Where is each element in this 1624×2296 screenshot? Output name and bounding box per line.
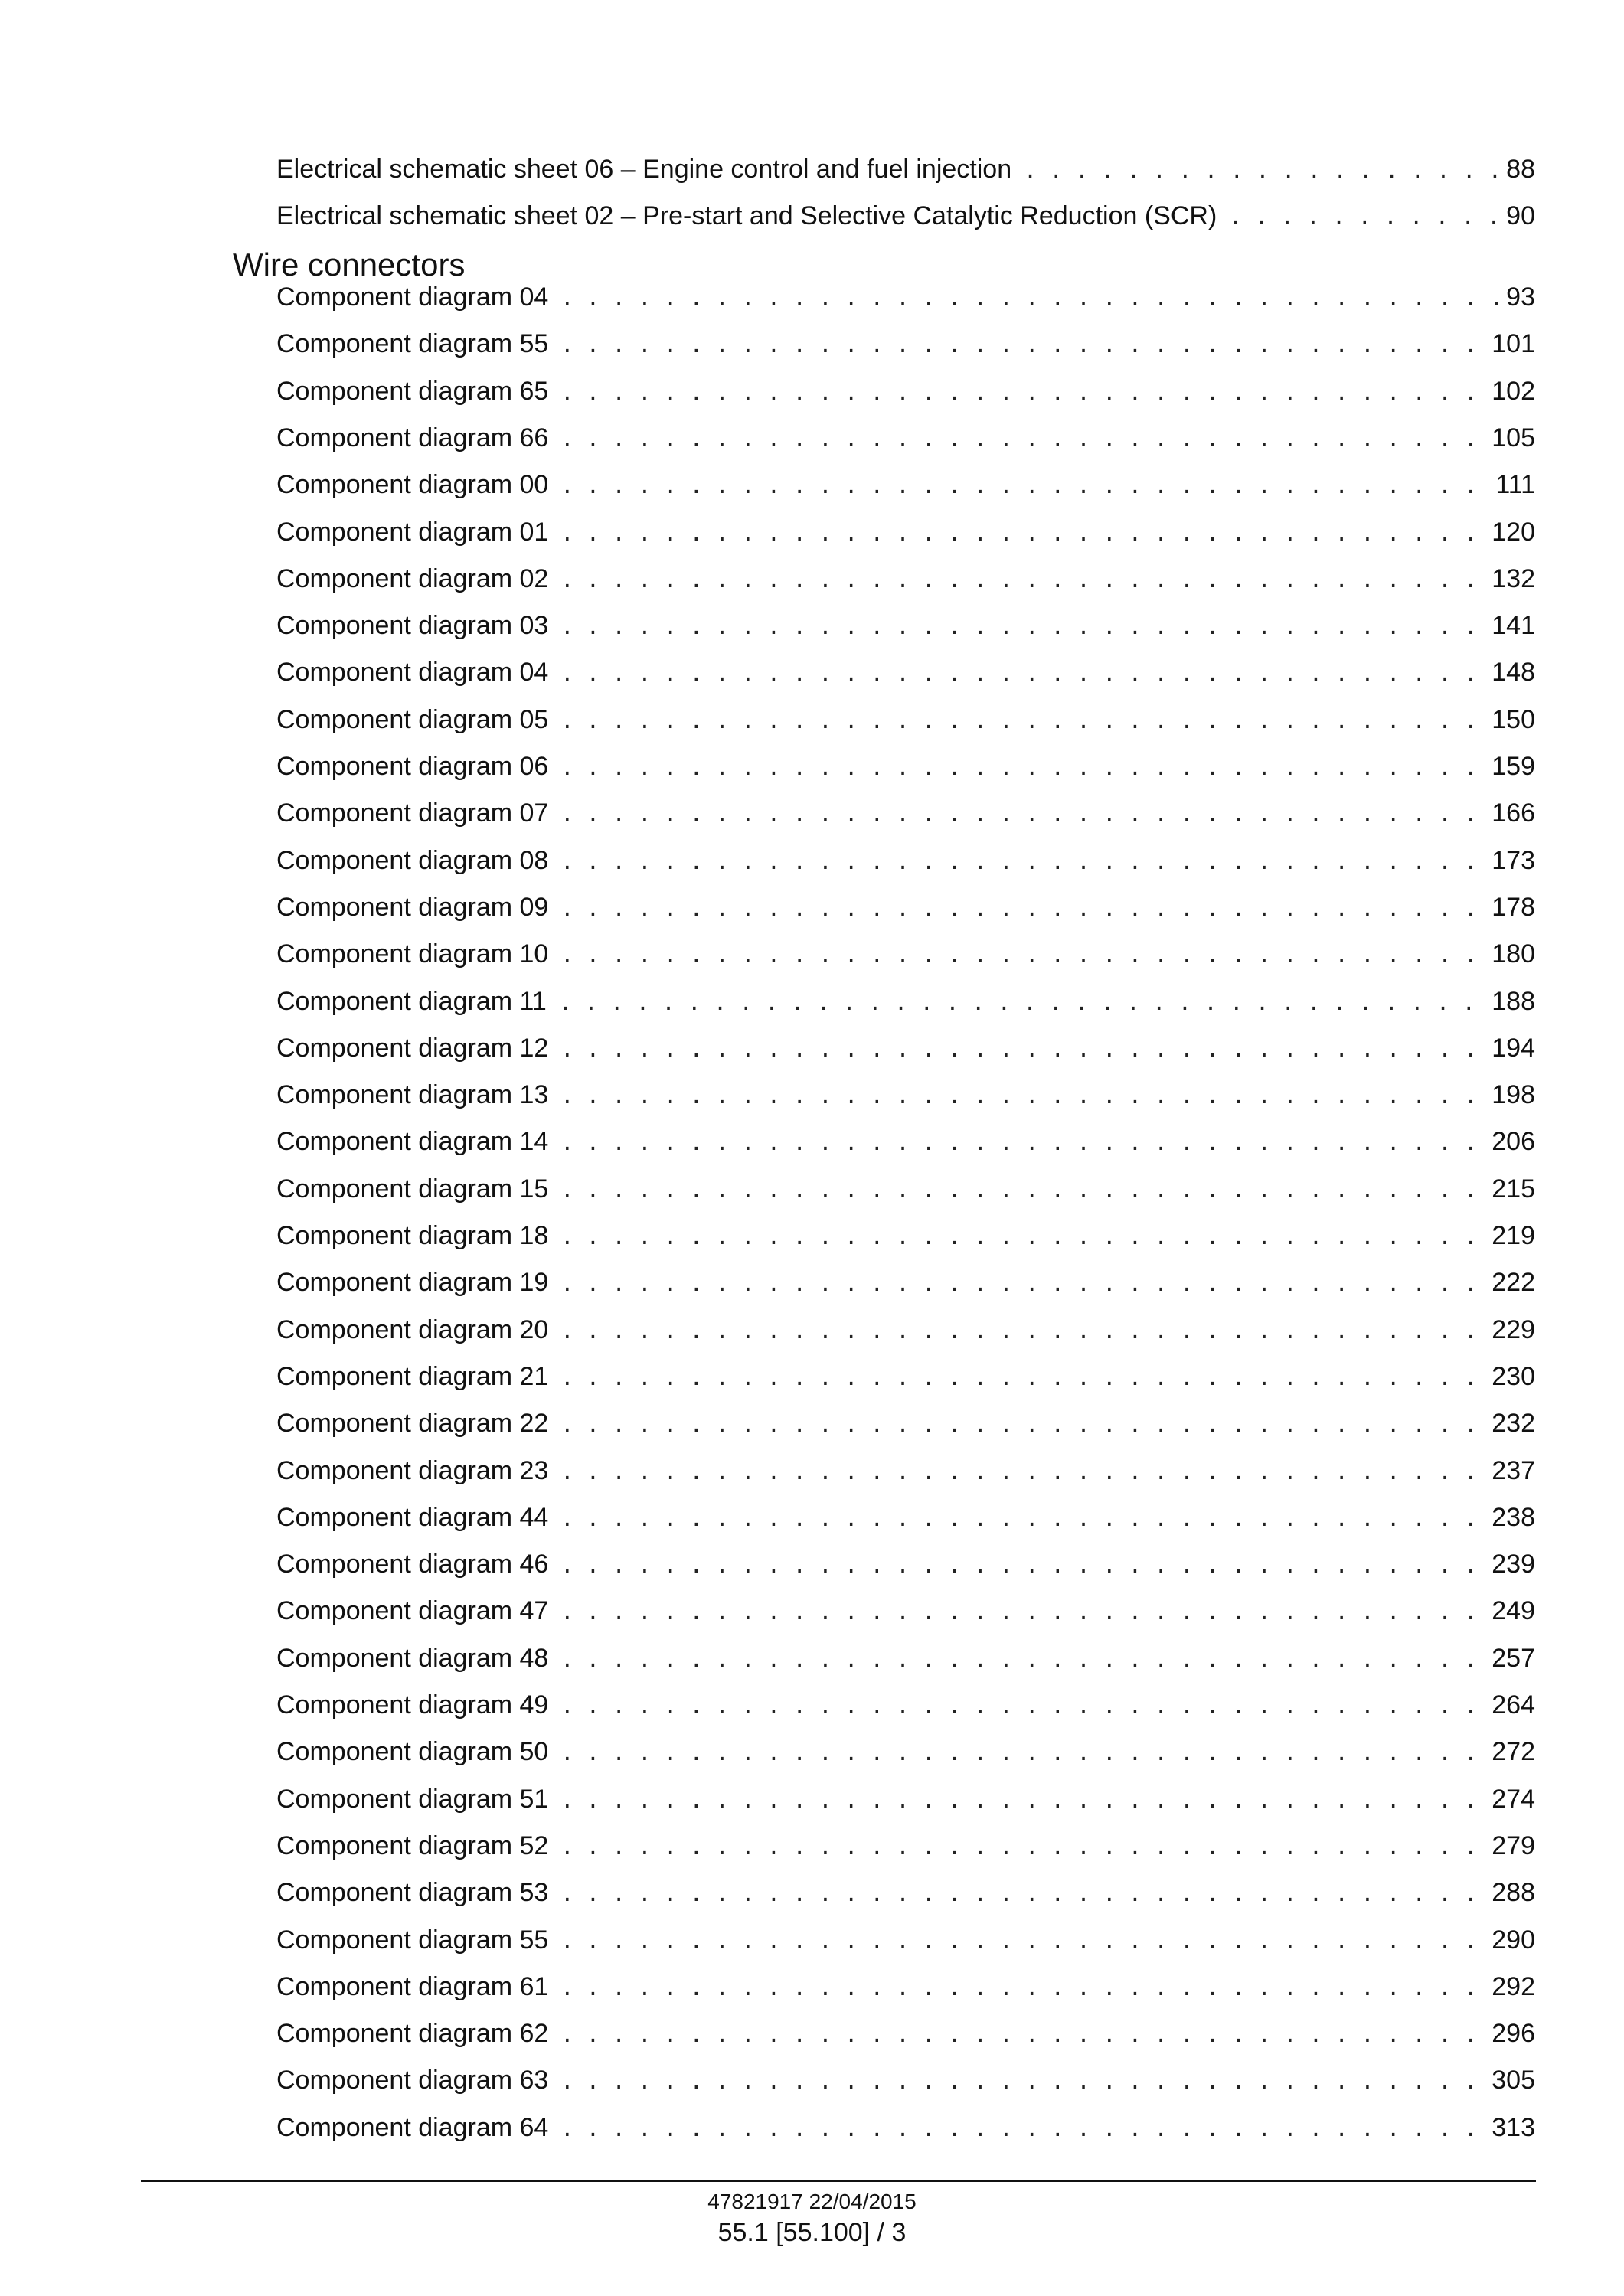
toc-entry[interactable]	[276, 888, 1535, 926]
toc-entry-label: Component diagram 20	[276, 1315, 549, 1344]
toc-entry[interactable]	[276, 150, 1535, 188]
dot-leader	[1024, 152, 1498, 190]
dot-leader	[560, 1124, 1484, 1162]
section-heading: Wire connectors	[233, 247, 466, 283]
toc-entry-page-number: 111	[1495, 470, 1535, 499]
toc-entry[interactable]	[276, 325, 1535, 363]
toc-entry[interactable]	[276, 747, 1535, 785]
toc-entry-page-number: 141	[1492, 611, 1535, 640]
toc-entry-label: Component diagram 10	[276, 939, 549, 968]
dot-leader	[560, 1546, 1484, 1585]
footer-page-reference: 55.1 [55.100] / 3	[717, 2218, 907, 2247]
toc-entry-label: Component diagram 08	[276, 846, 549, 875]
toc-entry-label: Component diagram 02	[276, 564, 549, 593]
dot-leader	[560, 561, 1484, 599]
toc-entry-label: Component diagram 15	[276, 1174, 549, 1204]
dot-leader	[560, 2062, 1484, 2101]
dot-leader	[560, 1218, 1484, 1256]
toc-entry-page-number: 264	[1492, 1690, 1535, 1720]
toc-entry-label: Electrical schematic sheet 02 – Pre-start and Selective Catalytic Reduction (SCR)	[276, 201, 1217, 230]
toc-entry-page-number: 219	[1492, 1221, 1535, 1250]
toc-entry-label: Component diagram 05	[276, 705, 549, 734]
dot-leader	[560, 702, 1484, 740]
dot-leader	[560, 1593, 1484, 1631]
toc-entry-label: Component diagram 23	[276, 1456, 549, 1485]
toc-entry-page-number: 102	[1492, 377, 1535, 406]
toc-entry[interactable]	[276, 794, 1535, 832]
toc-entry-page-number: 206	[1492, 1127, 1535, 1156]
dot-leader	[559, 984, 1484, 1022]
toc-entry-label: Component diagram 65	[276, 377, 549, 406]
toc-entry[interactable]	[276, 1639, 1535, 1677]
toc-entry[interactable]	[276, 560, 1535, 598]
toc-entry[interactable]	[276, 1780, 1535, 1818]
toc-entry-label: Component diagram 64	[276, 2113, 549, 2142]
toc-entry[interactable]	[276, 606, 1535, 645]
toc-entry-page-number: 198	[1492, 1080, 1535, 1109]
toc-entry-page-number: 188	[1492, 987, 1535, 1016]
toc-entry[interactable]	[276, 2108, 1535, 2147]
toc-entry-label: Component diagram 07	[276, 799, 549, 828]
toc-entry-page-number: 313	[1492, 2113, 1535, 2142]
toc-entry-label: Electrical schematic sheet 06 – Engine control and fuel injection	[276, 155, 1012, 184]
toc-entry-page-number: 274	[1492, 1785, 1535, 1814]
dot-leader	[560, 1875, 1484, 1913]
toc-entry[interactable]	[276, 1545, 1535, 1583]
toc-entry-label: Component diagram 00	[276, 470, 549, 499]
toc-entry-page-number: 105	[1492, 423, 1535, 452]
dot-leader	[560, 1406, 1484, 1444]
toc-entry-label: Component diagram 44	[276, 1503, 549, 1532]
footer-document-number: 47821917 22/04/2015	[707, 2190, 917, 2213]
dot-leader	[560, 374, 1484, 412]
toc-entry-label: Component diagram 04	[276, 283, 549, 312]
toc-entry[interactable]	[276, 935, 1535, 973]
toc-entry[interactable]	[276, 1921, 1535, 1959]
dot-leader	[560, 1453, 1484, 1491]
toc-entry-page-number: 292	[1492, 1972, 1535, 2001]
dot-leader	[560, 1500, 1484, 1538]
toc-entry-label: Component diagram 19	[276, 1268, 549, 1297]
toc-entry[interactable]	[276, 2061, 1535, 2099]
toc-entry[interactable]	[276, 465, 1535, 504]
dot-leader	[560, 1641, 1484, 1679]
dot-leader	[560, 655, 1484, 693]
toc-entry-page-number: 180	[1492, 939, 1535, 968]
toc-entry[interactable]	[276, 1968, 1535, 2006]
toc-entry-page-number: 159	[1492, 752, 1535, 781]
toc-entry[interactable]	[276, 1311, 1535, 1349]
toc-entry-page-number: 272	[1492, 1737, 1535, 1766]
toc-entry-label: Component diagram 46	[276, 1550, 549, 1579]
toc-entry-page-number: 257	[1492, 1644, 1535, 1673]
toc-entry-page-number: 296	[1492, 2019, 1535, 2048]
toc-entry-page-number: 173	[1492, 846, 1535, 875]
dot-leader	[560, 795, 1484, 834]
toc-entry-page-number: 279	[1492, 1831, 1535, 1860]
toc-entry-page-number: 90	[1506, 201, 1535, 230]
toc-entry-page-number: 249	[1492, 1596, 1535, 1625]
toc-entry[interactable]	[276, 982, 1535, 1021]
toc-entry-label: Component diagram 51	[276, 1785, 549, 1814]
toc-entry[interactable]	[276, 1076, 1535, 1114]
dot-leader	[560, 936, 1484, 975]
dot-leader	[560, 1312, 1484, 1350]
toc-entry-page-number: 150	[1492, 705, 1535, 734]
toc-entry-label: Component diagram 18	[276, 1221, 549, 1250]
toc-entry[interactable]	[276, 1404, 1535, 1442]
toc-entry[interactable]	[276, 1357, 1535, 1396]
toc-entry-page-number: 166	[1492, 799, 1535, 828]
toc-entry-page-number: 230	[1492, 1362, 1535, 1391]
dot-leader	[560, 1030, 1484, 1069]
dot-leader	[560, 2016, 1484, 2054]
toc-entry-label: Component diagram 13	[276, 1080, 549, 1109]
toc-entry[interactable]	[276, 1217, 1535, 1255]
toc-entry-label: Component diagram 21	[276, 1362, 549, 1391]
toc-entry[interactable]	[276, 1827, 1535, 1865]
dot-leader	[560, 890, 1484, 928]
toc-entry[interactable]	[276, 1452, 1535, 1490]
toc-entry-label: Component diagram 52	[276, 1831, 549, 1860]
toc-entry[interactable]	[276, 1170, 1535, 1208]
toc-entry-page-number: 288	[1492, 1878, 1535, 1907]
toc-entry-page-number: 132	[1492, 564, 1535, 593]
dot-leader	[1229, 198, 1498, 237]
toc-entry[interactable]	[276, 197, 1535, 235]
toc-entry-label: Component diagram 12	[276, 1034, 549, 1063]
toc-entry-page-number: 229	[1492, 1315, 1535, 1344]
toc-entry-label: Component diagram 62	[276, 2019, 549, 2048]
toc-entry-page-number: 148	[1492, 658, 1535, 687]
toc-entry[interactable]	[276, 701, 1535, 739]
dot-leader	[560, 608, 1484, 646]
dot-leader	[560, 1359, 1484, 1397]
toc-entry-label: Component diagram 53	[276, 1878, 549, 1907]
dot-leader	[560, 514, 1484, 553]
toc-entry-page-number: 88	[1506, 155, 1535, 184]
dot-leader	[560, 749, 1484, 787]
toc-entry-page-number: 222	[1492, 1268, 1535, 1297]
dot-leader	[560, 1734, 1484, 1772]
toc-entry-page-number: 178	[1492, 893, 1535, 922]
dot-leader	[560, 1828, 1484, 1867]
toc-entry-page-number: 232	[1492, 1409, 1535, 1438]
toc-entry-label: Component diagram 55	[276, 329, 549, 358]
toc-entry[interactable]	[276, 1873, 1535, 1912]
toc-entry[interactable]	[276, 1733, 1535, 1771]
toc-entry[interactable]	[276, 841, 1535, 880]
toc-entry[interactable]	[276, 278, 1535, 316]
toc-entry[interactable]	[276, 419, 1535, 457]
dot-leader	[560, 1922, 1484, 1961]
toc-entry-page-number: 93	[1506, 283, 1535, 312]
dot-leader	[560, 1687, 1484, 1726]
toc-entry[interactable]	[276, 1592, 1535, 1630]
toc-entry-label: Component diagram 47	[276, 1596, 549, 1625]
toc-entry-page-number: 215	[1492, 1174, 1535, 1204]
toc-entry-label: Component diagram 22	[276, 1409, 549, 1438]
toc-entry-label: Component diagram 61	[276, 1972, 549, 2001]
toc-entry-page-number: 238	[1492, 1503, 1535, 1532]
dot-leader	[560, 1782, 1484, 1820]
toc-entry[interactable]	[276, 1498, 1535, 1537]
toc-entry[interactable]	[276, 653, 1535, 691]
toc-entry-label: Component diagram 03	[276, 611, 549, 640]
toc-entry-page-number: 305	[1492, 2066, 1535, 2095]
toc-entry-label: Component diagram 09	[276, 893, 549, 922]
toc-entry[interactable]	[276, 1122, 1535, 1161]
toc-entry[interactable]	[276, 1263, 1535, 1302]
toc-entry-label: Component diagram 55	[276, 1925, 549, 1955]
dot-leader	[560, 420, 1484, 459]
dot-leader	[560, 467, 1488, 505]
toc-entry-label: Component diagram 04	[276, 658, 549, 687]
dot-leader	[560, 1171, 1484, 1210]
dot-leader	[560, 326, 1484, 364]
toc-entry[interactable]	[276, 372, 1535, 410]
toc-entry-page-number: 237	[1492, 1456, 1535, 1485]
toc-entry[interactable]	[276, 2014, 1535, 2053]
dot-leader	[560, 843, 1484, 881]
dot-leader	[560, 1265, 1484, 1303]
toc-entry-page-number: 194	[1492, 1034, 1535, 1063]
toc-entry-label: Component diagram 63	[276, 2066, 549, 2095]
toc-entry-label: Component diagram 11	[276, 987, 547, 1016]
toc-entry[interactable]	[276, 1029, 1535, 1067]
toc-entry-label: Component diagram 48	[276, 1644, 549, 1673]
dot-leader	[560, 2110, 1484, 2148]
toc-entry[interactable]	[276, 1686, 1535, 1724]
toc-entry-label: Component diagram 49	[276, 1690, 549, 1720]
toc-entry-page-number: 239	[1492, 1550, 1535, 1579]
toc-entry-page-number: 120	[1492, 518, 1535, 547]
dot-leader	[560, 1077, 1484, 1115]
toc-entry-page-number: 101	[1492, 329, 1535, 358]
toc-entry-label: Component diagram 50	[276, 1737, 549, 1766]
footer-divider	[141, 2180, 1536, 2182]
dot-leader	[560, 1969, 1484, 2007]
toc-entry-page-number: 290	[1492, 1925, 1535, 1955]
toc-entry-label: Component diagram 01	[276, 518, 549, 547]
toc-entry-label: Component diagram 06	[276, 752, 549, 781]
toc-entry-label: Component diagram 66	[276, 423, 549, 452]
toc-entry-label: Component diagram 14	[276, 1127, 549, 1156]
dot-leader	[560, 279, 1498, 318]
toc-entry[interactable]	[276, 513, 1535, 551]
